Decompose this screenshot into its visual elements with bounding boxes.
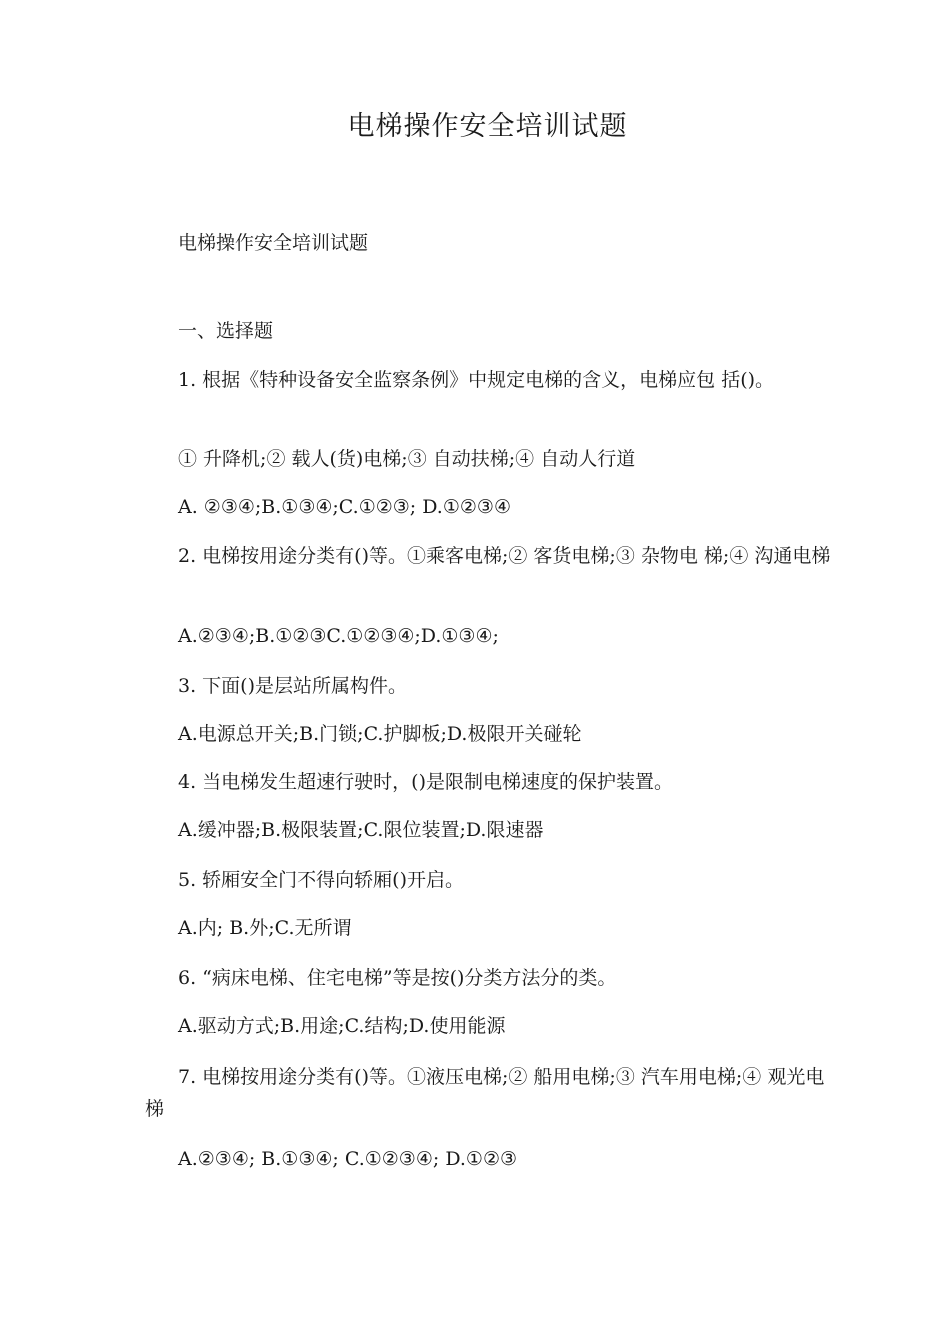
question-3-text: 3. 下面()是层站所属构件。 xyxy=(178,675,407,697)
question-4-options: A.缓冲器;B.极限装置;C.限位装置;D.限速器 xyxy=(178,819,544,841)
question-1-options: A. ②③④;B.①③④;C.①②③; D.①②③④ xyxy=(178,496,511,518)
question-7-text: 7. 电梯按用途分类有()等。①液压电梯;② 船用电梯;③ 汽车用电梯;④ 观光电梯 xyxy=(145,1066,825,1120)
question-7-options: A.②③④; B.①③④; C.①②③④; D.①②③ xyxy=(178,1148,518,1170)
subtitle: 电梯操作安全培训试题 xyxy=(178,232,369,254)
question-5-options: A.内; B.外;C.无所谓 xyxy=(178,917,352,939)
question-6-text: 6. “病床电梯、住宅电梯”等是按()分类方法分的类。 xyxy=(178,967,617,989)
question-1-text: 1. 根据《特种设备安全监察条例》中规定电梯的含义，电梯应包 括()。 xyxy=(178,369,775,391)
question-5-text: 5. 轿厢安全门不得向轿厢()开启。 xyxy=(178,869,464,891)
document-title: 电梯操作安全培训试题 xyxy=(347,111,628,142)
question-2-text: 2. 电梯按用途分类有()等。①乘客电梯;② 客货电梯;③ 杂物电 梯;④ 沟通电梯 xyxy=(178,545,831,567)
question-2-options: A.②③④;B.①②③C.①②③④;D.①③④; xyxy=(178,625,499,647)
question-1-items: ① 升降机;② 载人(货)电梯;③ 自动扶梯;④ 自动人行道 xyxy=(178,448,636,470)
section-heading: 一、选择题 xyxy=(178,320,274,342)
question-3-options: A.电源总开关;B.门锁;C.护脚板;D.极限开关碰轮 xyxy=(178,723,582,745)
question-6-options: A.驱动方式;B.用途;C.结构;D.使用能源 xyxy=(178,1015,506,1037)
question-4-text: 4. 当电梯发生超速行驶时，()是限制电梯速度的保护装置。 xyxy=(178,771,673,793)
